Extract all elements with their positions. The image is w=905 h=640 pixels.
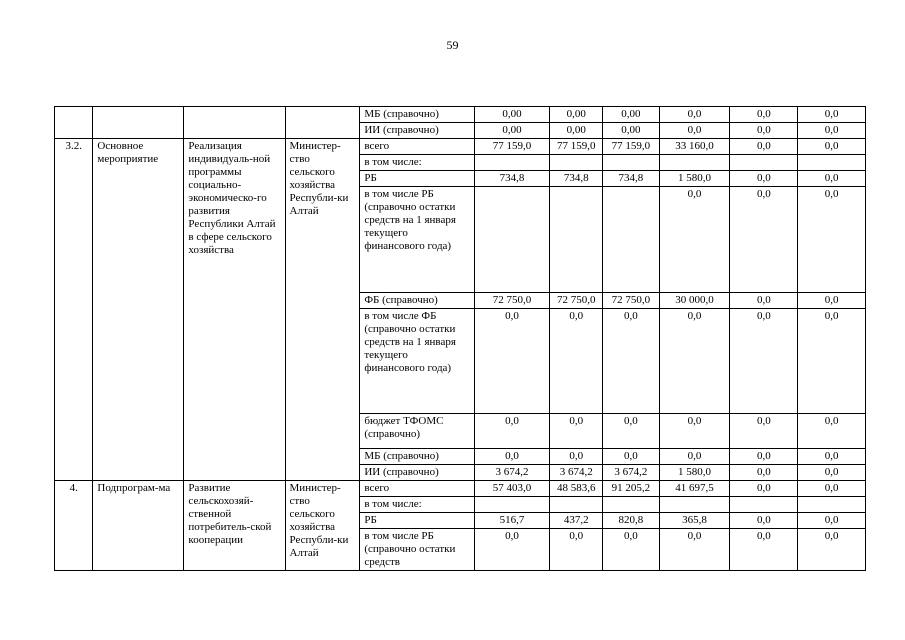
amount-cell: 77 159,0 <box>603 139 660 155</box>
item-kind: Основное мероприятие <box>93 139 184 481</box>
amount-cell <box>798 497 866 513</box>
amount-cell: 57 403,0 <box>474 481 550 497</box>
amount-cell: 30 000,0 <box>659 293 730 309</box>
amount-cell: 1 580,0 <box>659 171 730 187</box>
item-executor: Министер-ство сельского хозяйства Республи-ки Алтай <box>285 481 360 571</box>
amount-cell: 0,0 <box>798 107 866 123</box>
amount-cell: 0,00 <box>603 107 660 123</box>
amount-cell: 0,0 <box>474 529 550 571</box>
amount-cell: 0,0 <box>603 414 660 449</box>
funding-source: всего <box>360 139 474 155</box>
amount-cell: 77 159,0 <box>474 139 550 155</box>
amount-cell: 0,0 <box>798 187 866 293</box>
amount-cell: 0,0 <box>798 449 866 465</box>
amount-cell: 0,00 <box>474 123 550 139</box>
amount-cell: 0,0 <box>730 465 798 481</box>
amount-cell: 72 750,0 <box>474 293 550 309</box>
amount-cell <box>659 497 730 513</box>
funding-source: МБ (справочно) <box>360 449 474 465</box>
amount-cell <box>474 497 550 513</box>
amount-cell: 734,8 <box>550 171 603 187</box>
amount-cell <box>550 155 603 171</box>
item-title <box>184 107 285 139</box>
funding-source: в том числе РБ (справочно остатки средств <box>360 529 474 571</box>
amount-cell: 734,8 <box>474 171 550 187</box>
amount-cell <box>603 155 660 171</box>
amount-cell: 3 674,2 <box>603 465 660 481</box>
amount-cell: 0,0 <box>474 309 550 414</box>
funding-source: РБ <box>360 171 474 187</box>
item-title: Реализация индивидуаль-ной программы социально-экономическо-го развития Республики Алтай в сфере сельского хозяйства <box>184 139 285 481</box>
amount-cell: 0,0 <box>550 449 603 465</box>
amount-cell: 33 160,0 <box>659 139 730 155</box>
amount-cell <box>603 187 660 293</box>
amount-cell: 0,0 <box>659 414 730 449</box>
amount-cell: 0,00 <box>603 123 660 139</box>
amount-cell: 0,0 <box>474 414 550 449</box>
amount-cell: 41 697,5 <box>659 481 730 497</box>
page-number: 59 <box>446 38 459 52</box>
amount-cell <box>798 155 866 171</box>
amount-cell: 0,0 <box>798 123 866 139</box>
amount-cell: 0,0 <box>730 187 798 293</box>
amount-cell <box>474 187 550 293</box>
amount-cell: 0,0 <box>730 309 798 414</box>
amount-cell: 0,0 <box>798 171 866 187</box>
amount-cell: 734,8 <box>603 171 660 187</box>
amount-cell: 365,8 <box>659 513 730 529</box>
amount-cell: 0,0 <box>603 309 660 414</box>
funding-source: в том числе РБ (справочно остатки средств на 1 января текущего финансового года) <box>360 187 474 293</box>
table-row <box>55 481 866 497</box>
funding-source: в том числе: <box>360 497 474 513</box>
amount-cell: 0,0 <box>603 529 660 571</box>
amount-cell: 516,7 <box>474 513 550 529</box>
amount-cell <box>550 497 603 513</box>
amount-cell: 0,0 <box>659 449 730 465</box>
funding-source: РБ <box>360 513 474 529</box>
amount-cell: 0,0 <box>798 414 866 449</box>
amount-cell: 0,0 <box>798 529 866 571</box>
row-number: 3.2. <box>55 139 93 481</box>
table-row <box>55 107 866 123</box>
amount-cell: 437,2 <box>550 513 603 529</box>
amount-cell <box>550 187 603 293</box>
amount-cell <box>730 497 798 513</box>
amount-cell: 0,0 <box>730 481 798 497</box>
amount-cell: 0,0 <box>798 481 866 497</box>
amount-cell: 0,0 <box>730 449 798 465</box>
item-executor <box>285 107 360 139</box>
amount-cell: 0,0 <box>730 171 798 187</box>
funding-source: всего <box>360 481 474 497</box>
amount-cell: 0,0 <box>798 139 866 155</box>
amount-cell: 0,0 <box>603 449 660 465</box>
amount-cell: 0,00 <box>550 107 603 123</box>
item-kind: Подпрограм-ма <box>93 481 184 571</box>
amount-cell <box>603 497 660 513</box>
amount-cell: 3 674,2 <box>474 465 550 481</box>
amount-cell <box>474 155 550 171</box>
funding-source: ИИ (справочно) <box>360 465 474 481</box>
amount-cell: 3 674,2 <box>550 465 603 481</box>
amount-cell: 0,0 <box>659 309 730 414</box>
amount-cell: 0,0 <box>730 139 798 155</box>
amount-cell: 0,0 <box>730 414 798 449</box>
amount-cell: 0,00 <box>474 107 550 123</box>
row-number <box>55 107 93 139</box>
amount-cell: 0,0 <box>730 529 798 571</box>
amount-cell: 0,0 <box>550 414 603 449</box>
funding-source: МБ (справочно) <box>360 107 474 123</box>
amount-cell: 0,0 <box>730 513 798 529</box>
amount-cell: 91 205,2 <box>603 481 660 497</box>
amount-cell: 820,8 <box>603 513 660 529</box>
funding-source: ФБ (справочно) <box>360 293 474 309</box>
amount-cell: 0,0 <box>798 513 866 529</box>
amount-cell: 72 750,0 <box>603 293 660 309</box>
amount-cell: 0,00 <box>550 123 603 139</box>
amount-cell <box>730 155 798 171</box>
amount-cell: 0,0 <box>798 465 866 481</box>
amount-cell: 72 750,0 <box>550 293 603 309</box>
item-title: Развитие сельскохозяй-ственной потребитель-ской кооперации <box>184 481 285 571</box>
funding-source: ИИ (справочно) <box>360 123 474 139</box>
amount-cell: 0,0 <box>730 293 798 309</box>
amount-cell: 0,0 <box>798 309 866 414</box>
amount-cell: 0,0 <box>659 123 730 139</box>
amount-cell: 0,0 <box>659 107 730 123</box>
item-kind <box>93 107 184 139</box>
amount-cell: 1 580,0 <box>659 465 730 481</box>
table-row <box>55 139 866 155</box>
amount-cell: 0,0 <box>730 107 798 123</box>
row-number: 4. <box>55 481 93 571</box>
item-executor: Министер-ство сельского хозяйства Республи-ки Алтай <box>285 139 360 481</box>
funding-source: бюджет ТФОМС (справочно) <box>360 414 474 449</box>
funding-source: в том числе ФБ (справочно остатки средств на 1 января текущего финансового года) <box>360 309 474 414</box>
amount-cell: 0,0 <box>550 529 603 571</box>
funding-source: в том числе: <box>360 155 474 171</box>
budget-table <box>54 106 866 571</box>
amount-cell: 0,0 <box>798 293 866 309</box>
amount-cell: 0,0 <box>730 123 798 139</box>
amount-cell: 0,0 <box>550 309 603 414</box>
amount-cell: 77 159,0 <box>550 139 603 155</box>
amount-cell: 0,0 <box>474 449 550 465</box>
amount-cell: 48 583,6 <box>550 481 603 497</box>
amount-cell <box>659 155 730 171</box>
amount-cell: 0,0 <box>659 529 730 571</box>
amount-cell: 0,0 <box>659 187 730 293</box>
